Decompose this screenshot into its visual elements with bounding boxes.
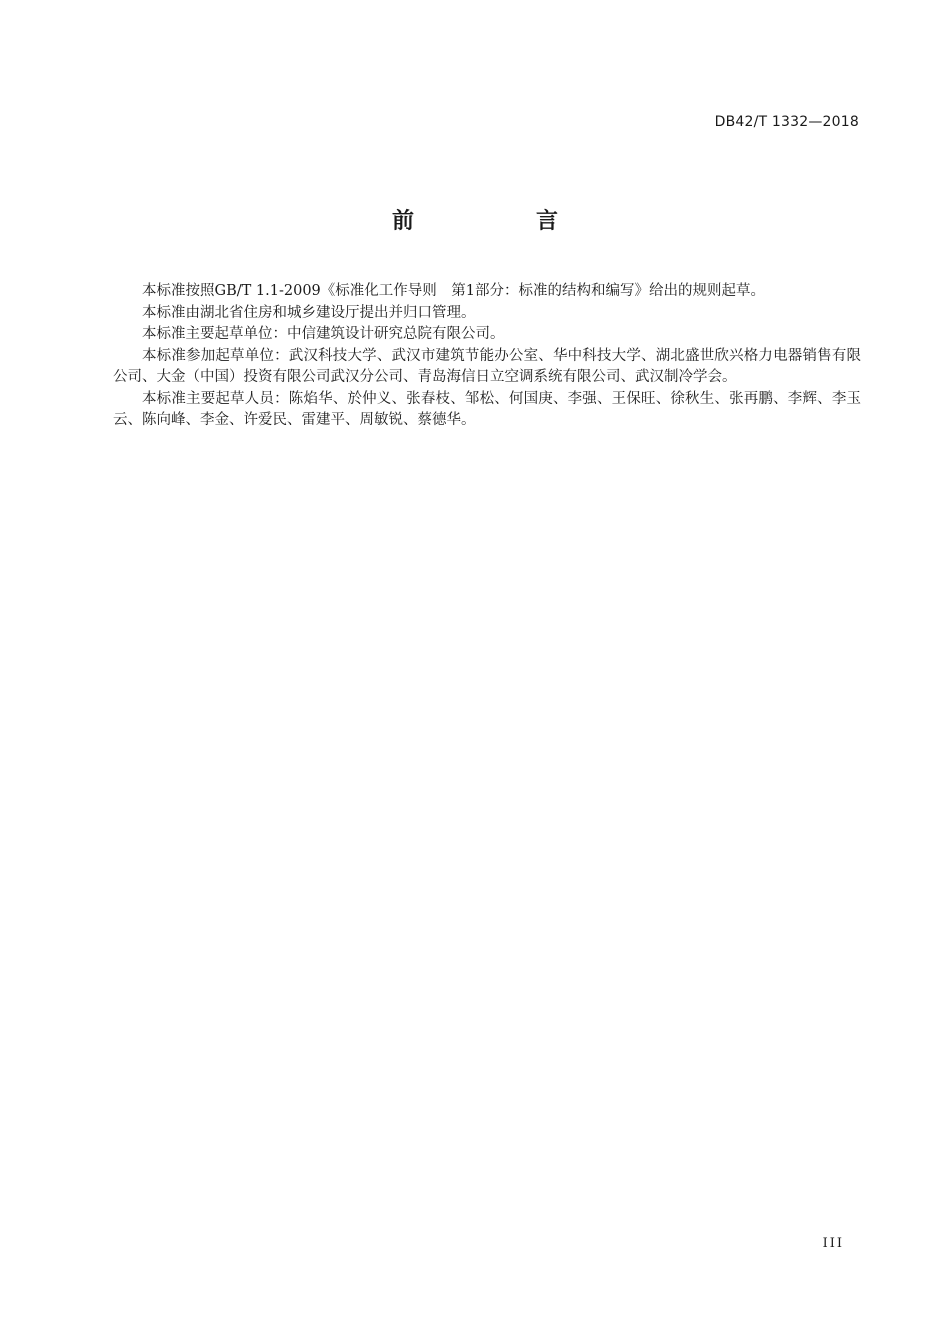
paragraph-proposer: 本标准由湖北省住房和城乡建设厅提出并归口管理。 (142, 304, 476, 321)
page-number: III (822, 1236, 844, 1251)
paragraph-drafting-rules: 本标准按照GB/T 1.1-2009《标准化工作导则 第1部分：标准的结构和编写》给出的规则起草。 (142, 283, 765, 299)
foreword-body (113, 281, 861, 432)
paragraph-main-drafting-unit: 本标准主要起草单位：中信建筑设计研究总院有限公司。 (142, 326, 505, 342)
page-title: 前 言 (391, 209, 608, 234)
paragraph-drafters: 本标准主要起草人员：陈焰华、於仲义、张春枝、邹松、何国庚、李强、王保旺、徐秋生、张再鹏、李辉、李玉云、陈向峰、李金、许爱民、雷建平、周敏锐、蔡德华。 (113, 390, 861, 428)
standard-number: DB42/T 1332—2018 (714, 114, 859, 130)
paragraph-participating-units: 本标准参加起草单位：武汉科技大学、武汉市建筑节能办公室、华中科技大学、湖北盛世欣兴格力电器销售有限公司、大金（中国）投资有限公司武汉分公司、青岛海信日立空调系统有限公司、武汉制冷学会。 (113, 347, 861, 385)
